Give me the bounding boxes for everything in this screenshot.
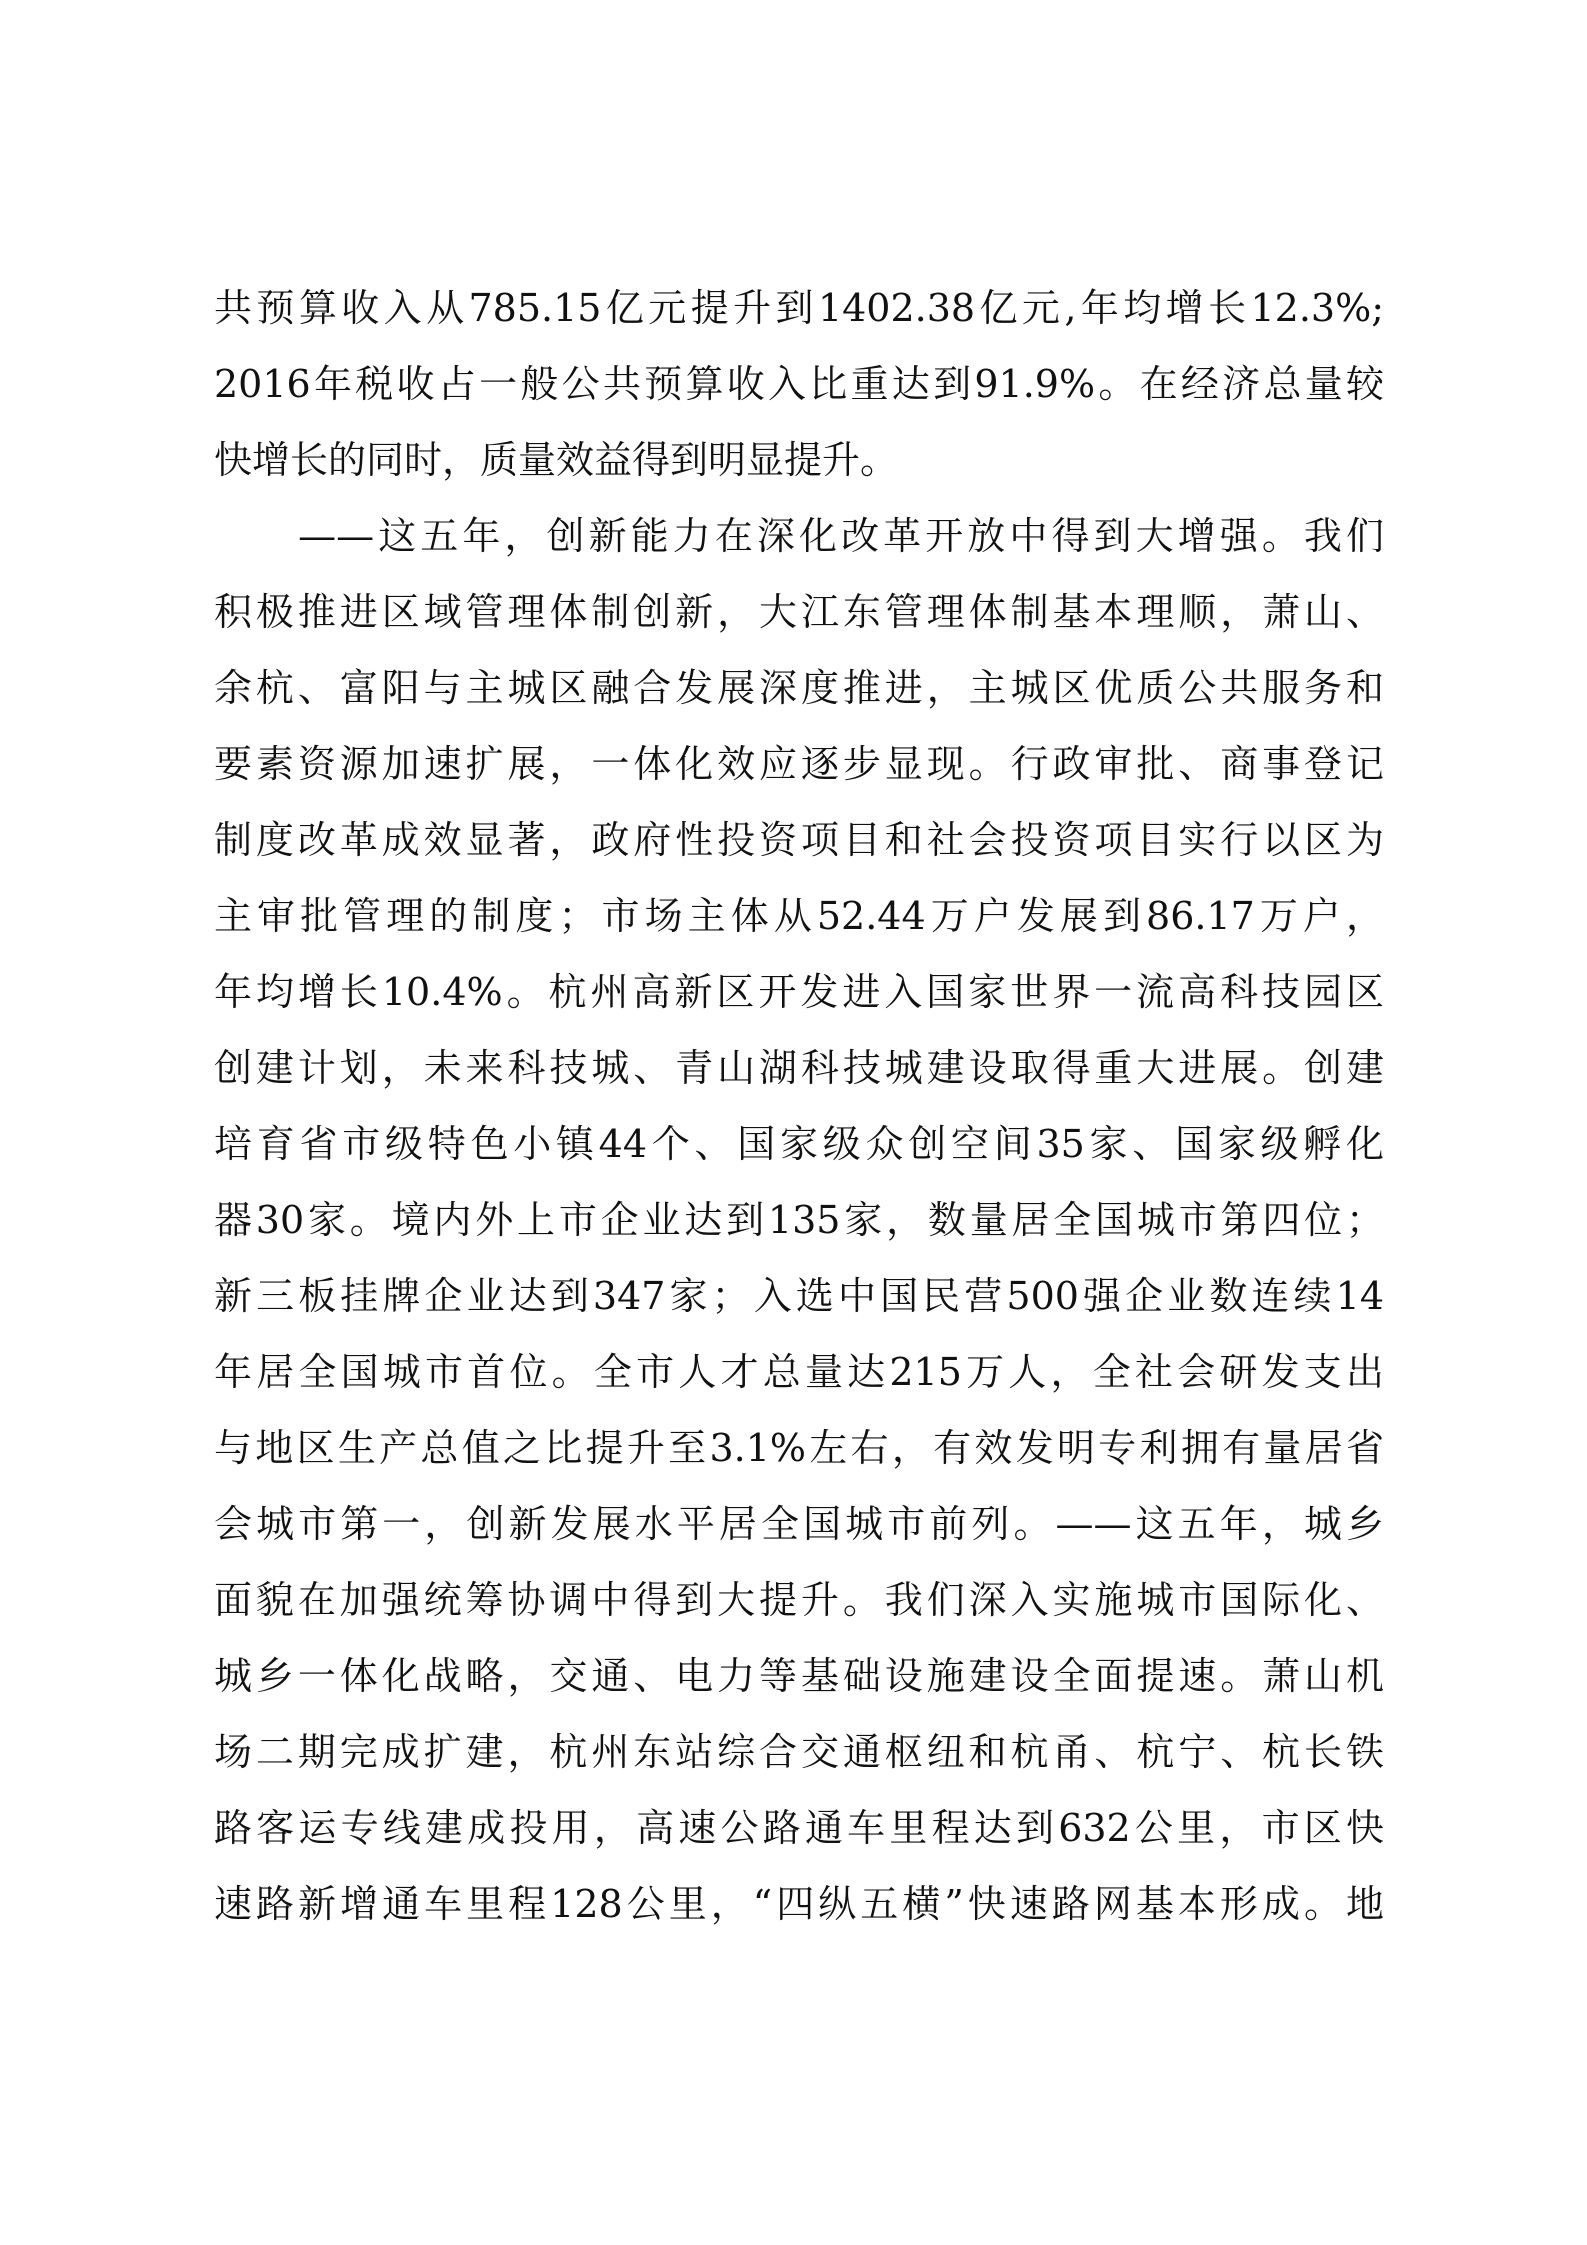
text-line: 共预算收入从785.15亿元提升到1402.38亿元,年均增长12.3%; [214,286,1384,330]
text-line: 快增长的同时，质量效益得到明显提升。 [214,438,899,482]
text-line: 面貌在加强统筹协调中得到大提升。我们深入实施城市国际化、 [214,1578,1384,1622]
text-line: 制度改革成效显著，政府性投资项目和社会投资项目实行以区为 [214,818,1384,862]
text-line: 与地区生产总值之比提升至3.1%左右，有效发明专利拥有量居省 [214,1426,1384,1470]
text-line: 主审批管理的制度；市场主体从52.44万户发展到86.17万户， [214,894,1384,938]
text-line: 创建计划，未来科技城、青山湖科技城建设取得重大进展。创建 [214,1046,1384,1090]
text-line: ——这五年，创新能力在深化改革开放中得到大增强。我们 [214,514,1384,558]
text-line: 速路新增通车里程128公里，“四纵五横”快速路网基本形成。地 [214,1882,1384,1926]
text-line: 积极推进区域管理体制创新，大江东管理体制基本理顺，萧山、 [214,590,1384,634]
text-line: 余杭、富阳与主城区融合发展深度推进，主城区优质公共服务和 [214,666,1384,710]
text-line: 城乡一体化战略，交通、电力等基础设施建设全面提速。萧山机 [214,1654,1384,1698]
text-line: 器30家。境内外上市企业达到135家，数量居全国城市第四位； [214,1198,1384,1242]
body-text [214,270,1384,1942]
text-line: 培育省市级特色小镇44个、国家级众创空间35家、国家级孵化 [214,1122,1384,1166]
text-line: 场二期完成扩建，杭州东站综合交通枢纽和杭甬、杭宁、杭长铁 [214,1730,1384,1774]
text-line: 要素资源加速扩展，一体化效应逐步显现。行政审批、商事登记 [214,742,1384,786]
text-line: 会城市第一，创新发展水平居全国城市前列。——这五年，城乡 [214,1502,1384,1546]
text-line: 2016年税收占一般公共预算收入比重达到91.9%。在经济总量较 [214,362,1384,406]
text-line: 新三板挂牌企业达到347家；入选中国民营500强企业数连续14 [214,1274,1384,1318]
text-line: 年均增长10.4%。杭州高新区开发进入国家世界一流高科技园区 [214,970,1384,1014]
text-line: 路客运专线建成投用，高速公路通车里程达到632公里，市区快 [214,1806,1384,1850]
text-line: 年居全国城市首位。全市人才总量达215万人，全社会研发支出 [214,1350,1384,1394]
